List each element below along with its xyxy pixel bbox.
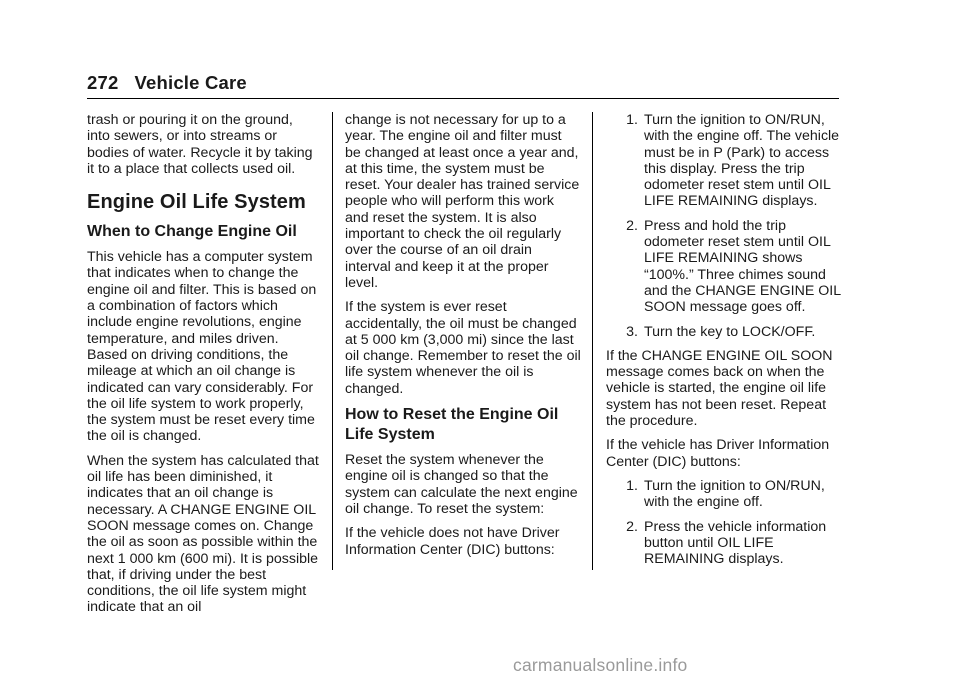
column-2 [345, 112, 581, 566]
column-divider-2 [592, 112, 593, 570]
list-item [606, 519, 842, 568]
step-note: If the CHANGE ENGINE OIL SOON message comes back on when the vehicle is started, the engine oil life system has not been reset. Repeat the procedure. [606, 347, 833, 430]
paragraph: If the vehicle does not have Driver Information Center (DIC) buttons: [345, 525, 560, 558]
paragraph: When the system has calculated that oil life has been diminished, it indicates that an oil change is necessary. A CHANGE ENGINE OIL SOON message comes on. Change the oil as soon as possible within the next 1 000 km (600 mi). It is possible that, if driving under the best conditions, the oil life system might indicate that an oil [87, 452, 319, 616]
subsection-heading-when: When to Change Engine Oil [87, 223, 297, 241]
intro-paragraph: trash or pouring it on the ground, into sewers, or into streams or bodies of water. Recycle it by taking it to a place that collects used oil. [87, 112, 313, 177]
paragraph: If the vehicle has Driver Information Center (DIC) buttons: [606, 437, 830, 470]
paragraph: Reset the system whenever the engine oil is changed so that the system can calculate the next engine oil change. To reset the system: [345, 452, 578, 517]
step-number: 1. [626, 477, 638, 494]
step-text: Press the vehicle information button until OIL LIFE REMAINING displays. [644, 518, 827, 568]
step-text: Turn the key to LOCK/OFF. [644, 323, 816, 340]
list-item [606, 218, 842, 316]
column-1 [87, 112, 319, 624]
step-number: 2. [626, 518, 638, 535]
step-text: Turn the ignition to ON/RUN, with the engine off. The vehicle must be in P (Park) to access this display. Press the trip odometer reset stem until OIL LIFE REMAINING displays. [644, 112, 840, 210]
subsection-heading-reset: How to Reset the Engine Oil Life System [345, 406, 559, 444]
step-number: 1. [626, 112, 638, 128]
watermark: carmanualsonline.info [513, 655, 688, 675]
list-item [606, 112, 842, 210]
step-number: 3. [626, 323, 638, 340]
step-text: Press and hold the trip odometer reset stem until OIL LIFE REMAINING shows “100%.” Three chimes sound and the CHANGE ENGINE OIL SOON message goes off. [644, 217, 841, 316]
paragraph: If the system is ever reset accidentally, the oil must be changed at 5 000 km (3,000 mi) since the last oil change. Remember to reset the oil life system whenever the oil is changed. [345, 299, 581, 397]
page-header [87, 72, 247, 94]
list-item [606, 324, 842, 340]
column-divider-1 [332, 112, 333, 570]
step-text: Turn the ignition to ON/RUN, with the engine off. [644, 477, 825, 511]
header-rule [87, 98, 839, 99]
section-heading: Engine Oil Life System [87, 191, 306, 214]
page-number: 272 [87, 72, 119, 93]
list-item [606, 478, 842, 511]
column-3 [606, 112, 842, 575]
section-title: Vehicle Care [134, 72, 247, 93]
paragraph: This vehicle has a computer system that indicates when to change the engine oil and filter. This is based on a combination of factors which include engine revolutions, engine temperature, and miles driven. Based on driving conditions, the mileage at which an oil change is indicated can vary considerably. For the oil life system to work properly, the system must be reset every time the oil is changed. [87, 249, 317, 445]
paragraph: change is not necessary for up to a year. The engine oil and filter must be changed at least once a year and, at this time, the system must be reset. Your dealer has trained service people who will perform this work and reset the system. It is also important to check the oil regularly over the course of an oil drain interval and keep it at the proper level. [345, 112, 580, 291]
step-number: 2. [626, 217, 638, 234]
